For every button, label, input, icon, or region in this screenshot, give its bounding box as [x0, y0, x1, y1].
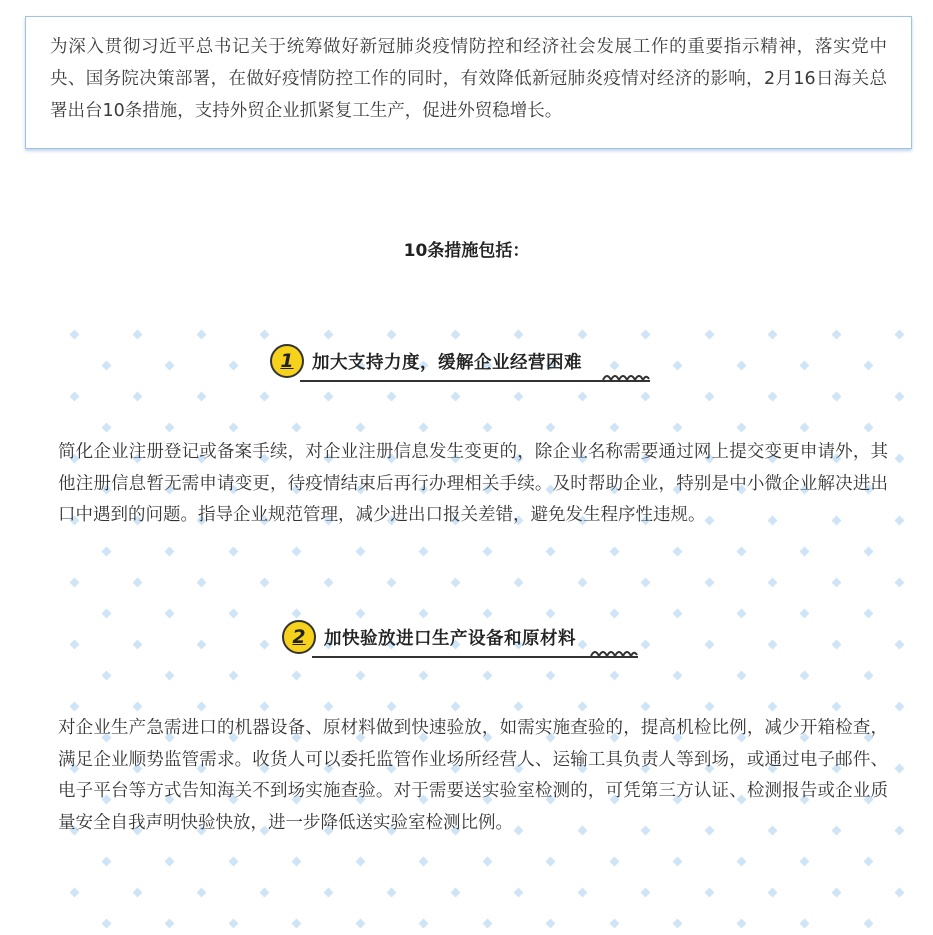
- diamond-dot: [768, 329, 778, 339]
- diamond-dot: [292, 546, 302, 556]
- diamond-dot: [355, 670, 365, 680]
- diamond-dot: [387, 577, 397, 587]
- diamond-dot: [736, 918, 746, 928]
- diamond-dot: [514, 577, 524, 587]
- diamond-dot: [165, 546, 175, 556]
- diamond-dot: [387, 329, 397, 339]
- diamond-dot: [450, 701, 460, 711]
- diamond-dot: [482, 856, 492, 866]
- diamond-dot: [165, 360, 175, 370]
- diamond-dot: [196, 887, 206, 897]
- section-title-text-1: 加大支持力度，缓解企业经营困难: [312, 352, 582, 373]
- diamond-dot: [736, 422, 746, 432]
- diamond-dot: [577, 391, 587, 401]
- diamond-dot: [69, 329, 79, 339]
- diamond-dot: [450, 577, 460, 587]
- diamond-dot: [831, 391, 841, 401]
- diamond-dot: [641, 329, 651, 339]
- diamond-dot: [736, 670, 746, 680]
- diamond-dot: [260, 701, 270, 711]
- diamond-dot: [609, 918, 619, 928]
- diamond-dot: [133, 639, 143, 649]
- diamond-dot: [673, 608, 683, 618]
- diamond-dot: [673, 422, 683, 432]
- diamond-dot: [228, 546, 238, 556]
- diamond-dot: [546, 422, 556, 432]
- diamond-dot: [895, 887, 905, 897]
- section-body-1: 简化企业注册登记或备案手续，对企业注册信息发生变更的，除企业名称需要通过网上提交变更申请外，其他注册信息暂无需申请变更，待疫情结束后再行办理相关手续。及时帮助企业，特别是中小微企业解决进出口中遇到的问题。指导企业规范管理，减少进出口报关差错，避免发生程序性违规。: [58, 442, 888, 525]
- diamond-dot: [387, 391, 397, 401]
- diamond-dot: [323, 701, 333, 711]
- section-title-1: [270, 344, 582, 378]
- diamond-dot: [323, 329, 333, 339]
- diamond-dot: [228, 360, 238, 370]
- diamond-dot: [863, 422, 873, 432]
- diamond-dot: [323, 391, 333, 401]
- diamond-dot: [800, 608, 810, 618]
- diamond-dot: [228, 422, 238, 432]
- number-badge-2: 2: [282, 620, 316, 654]
- diamond-dot: [165, 918, 175, 928]
- diamond-dot: [800, 918, 810, 928]
- diamond-dot: [546, 608, 556, 618]
- measures-heading: 10条措施包括：: [403, 241, 530, 261]
- diamond-dot: [419, 856, 429, 866]
- diamond-dot: [69, 639, 79, 649]
- diamond-dot: [292, 856, 302, 866]
- diamond-dot: [69, 577, 79, 587]
- diamond-dot: [196, 577, 206, 587]
- diamond-dot: [355, 856, 365, 866]
- diamond-dot: [546, 546, 556, 556]
- diamond-dot: [165, 856, 175, 866]
- diamond-dot: [101, 856, 111, 866]
- diamond-dot: [609, 856, 619, 866]
- diamond-dot: [704, 887, 714, 897]
- diamond-dot: [450, 391, 460, 401]
- diamond-dot: [292, 422, 302, 432]
- diamond-dot: [228, 856, 238, 866]
- diamond-dot: [546, 856, 556, 866]
- diamond-dot: [133, 887, 143, 897]
- diamond-dot: [292, 670, 302, 680]
- diamond-dot: [895, 515, 905, 525]
- diamond-dot: [514, 701, 524, 711]
- diamond-dot: [101, 670, 111, 680]
- intro-text: 为深入贯彻习近平总书记关于统筹做好新冠肺炎疫情防控和经济社会发展工作的重要指示精神，落实党中央、国务院决策部署，在做好疫情防控工作的同时，有效降低新冠肺炎疫情对经济的影响，2月16日海关总署出台10条措施，支持外贸企业抓紧复工生产，促进外贸稳增长。: [50, 37, 887, 121]
- diamond-dot: [292, 918, 302, 928]
- diamond-dot: [323, 887, 333, 897]
- diamond-dot: [768, 639, 778, 649]
- diamond-dot: [704, 329, 714, 339]
- diamond-dot: [514, 391, 524, 401]
- diamond-dot: [704, 701, 714, 711]
- diamond-dot: [895, 577, 905, 587]
- diamond-dot: [863, 918, 873, 928]
- diamond-dot: [800, 856, 810, 866]
- diamond-dot: [228, 670, 238, 680]
- diamond-dot: [450, 329, 460, 339]
- diamond-dot: [355, 918, 365, 928]
- diamond-dot: [196, 639, 206, 649]
- diamond-dot: [609, 546, 619, 556]
- diamond-dot: [800, 360, 810, 370]
- diamond-dot: [831, 329, 841, 339]
- diamond-dot: [895, 639, 905, 649]
- diamond-dot: [355, 422, 365, 432]
- diamond-dot: [577, 639, 587, 649]
- diamond-dot: [196, 391, 206, 401]
- diamond-dot: [514, 887, 524, 897]
- diamond-dot: [546, 670, 556, 680]
- diamond-dot: [831, 639, 841, 649]
- diamond-dot: [260, 329, 270, 339]
- diamond-dot: [831, 577, 841, 587]
- diamond-dot: [387, 887, 397, 897]
- diamond-dot: [800, 546, 810, 556]
- diamond-dot: [800, 422, 810, 432]
- diamond-dot: [69, 701, 79, 711]
- diamond-dot: [196, 701, 206, 711]
- diamond-dot: [546, 918, 556, 928]
- diamond-dot: [768, 887, 778, 897]
- diamond-dot: [863, 608, 873, 618]
- diamond-dot: [419, 546, 429, 556]
- diamond-dot: [228, 918, 238, 928]
- diamond-dot: [69, 391, 79, 401]
- diamond-dot: [482, 546, 492, 556]
- diamond-dot: [831, 887, 841, 897]
- diamond-dot: [895, 329, 905, 339]
- diamond-dot: [101, 422, 111, 432]
- diamond-dot: [736, 856, 746, 866]
- diamond-dot: [673, 918, 683, 928]
- diamond-dot: [355, 546, 365, 556]
- section-title-2: [282, 620, 576, 654]
- diamond-dot: [641, 639, 651, 649]
- diamond-dot: [355, 608, 365, 618]
- diamond-dot: [419, 608, 429, 618]
- diamond-dot: [641, 577, 651, 587]
- diamond-dot: [133, 577, 143, 587]
- section-body-2: 对企业生产急需进口的机器设备、原材料做到快速验放，如需实施查验的，提高机检比例，减少开箱检查，满足企业顺势监管需求。收货人可以委托监管作业场所经营人、运输工具负责人等到场，或通过电子邮件、电子平台等方式告知海关不到场实施查验。对于需要送实验室检测的，可凭第三方认证、检测报告或企业质量安全自我声明快验快放，进一步降低送实验室检测比例。: [58, 718, 888, 833]
- diamond-dot: [101, 360, 111, 370]
- number-badge-1: 1: [270, 344, 304, 378]
- diamond-dot: [673, 856, 683, 866]
- diamond-dot: [260, 577, 270, 587]
- diamond-dot: [609, 360, 619, 370]
- diamond-dot: [387, 701, 397, 711]
- diamond-dot: [863, 670, 873, 680]
- diamond-dot: [482, 422, 492, 432]
- diamond-dot: [863, 546, 873, 556]
- diamond-dot: [800, 670, 810, 680]
- diamond-dot: [673, 360, 683, 370]
- diamond-dot: [260, 639, 270, 649]
- diamond-dot: [895, 825, 905, 835]
- diamond-dot: [736, 608, 746, 618]
- diamond-dot: [895, 453, 905, 463]
- squiggle-icon: [590, 647, 638, 659]
- diamond-dot: [673, 670, 683, 680]
- diamond-dot: [482, 608, 492, 618]
- diamond-dot: [895, 701, 905, 711]
- diamond-dot: [641, 887, 651, 897]
- diamond-dot: [768, 391, 778, 401]
- diamond-dot: [863, 360, 873, 370]
- diamond-dot: [419, 670, 429, 680]
- diamond-dot: [101, 546, 111, 556]
- diamond-dot: [450, 887, 460, 897]
- diamond-dot: [165, 422, 175, 432]
- diamond-dot: [641, 701, 651, 711]
- section-title-text-2: 加快验放进口生产设备和原材料: [324, 628, 576, 649]
- diamond-dot: [704, 391, 714, 401]
- diamond-dot: [895, 391, 905, 401]
- squiggle-icon: [602, 371, 650, 383]
- diamond-dot: [323, 577, 333, 587]
- diamond-dot: [609, 608, 619, 618]
- intro-box: [25, 16, 912, 149]
- diamond-dot: [133, 391, 143, 401]
- diamond-dot: [482, 670, 492, 680]
- diamond-dot: [196, 329, 206, 339]
- diamond-dot: [736, 360, 746, 370]
- diamond-dot: [736, 546, 746, 556]
- diamond-dot: [482, 918, 492, 928]
- diamond-dot: [704, 577, 714, 587]
- diamond-dot: [768, 701, 778, 711]
- diamond-dot: [260, 887, 270, 897]
- diamond-dot: [831, 701, 841, 711]
- diamond-dot: [514, 329, 524, 339]
- diamond-dot: [895, 763, 905, 773]
- diamond-dot: [609, 422, 619, 432]
- diamond-dot: [101, 918, 111, 928]
- diamond-dot: [577, 577, 587, 587]
- diamond-dot: [577, 887, 587, 897]
- diamond-dot: [768, 577, 778, 587]
- diamond-dot: [133, 329, 143, 339]
- diamond-dot: [228, 608, 238, 618]
- diamond-dot: [419, 918, 429, 928]
- diamond-dot: [165, 670, 175, 680]
- diamond-dot: [419, 422, 429, 432]
- diamond-dot: [609, 670, 619, 680]
- diamond-dot: [165, 608, 175, 618]
- section-underline-1: [300, 380, 650, 382]
- diamond-dot: [577, 329, 587, 339]
- diamond-dot: [673, 546, 683, 556]
- diamond-dot: [704, 639, 714, 649]
- diamond-dot: [101, 608, 111, 618]
- diamond-dot: [577, 701, 587, 711]
- diamond-dot: [292, 608, 302, 618]
- diamond-dot: [69, 887, 79, 897]
- diamond-dot: [641, 391, 651, 401]
- diamond-dot: [133, 701, 143, 711]
- diamond-dot: [863, 856, 873, 866]
- diamond-dot: [260, 391, 270, 401]
